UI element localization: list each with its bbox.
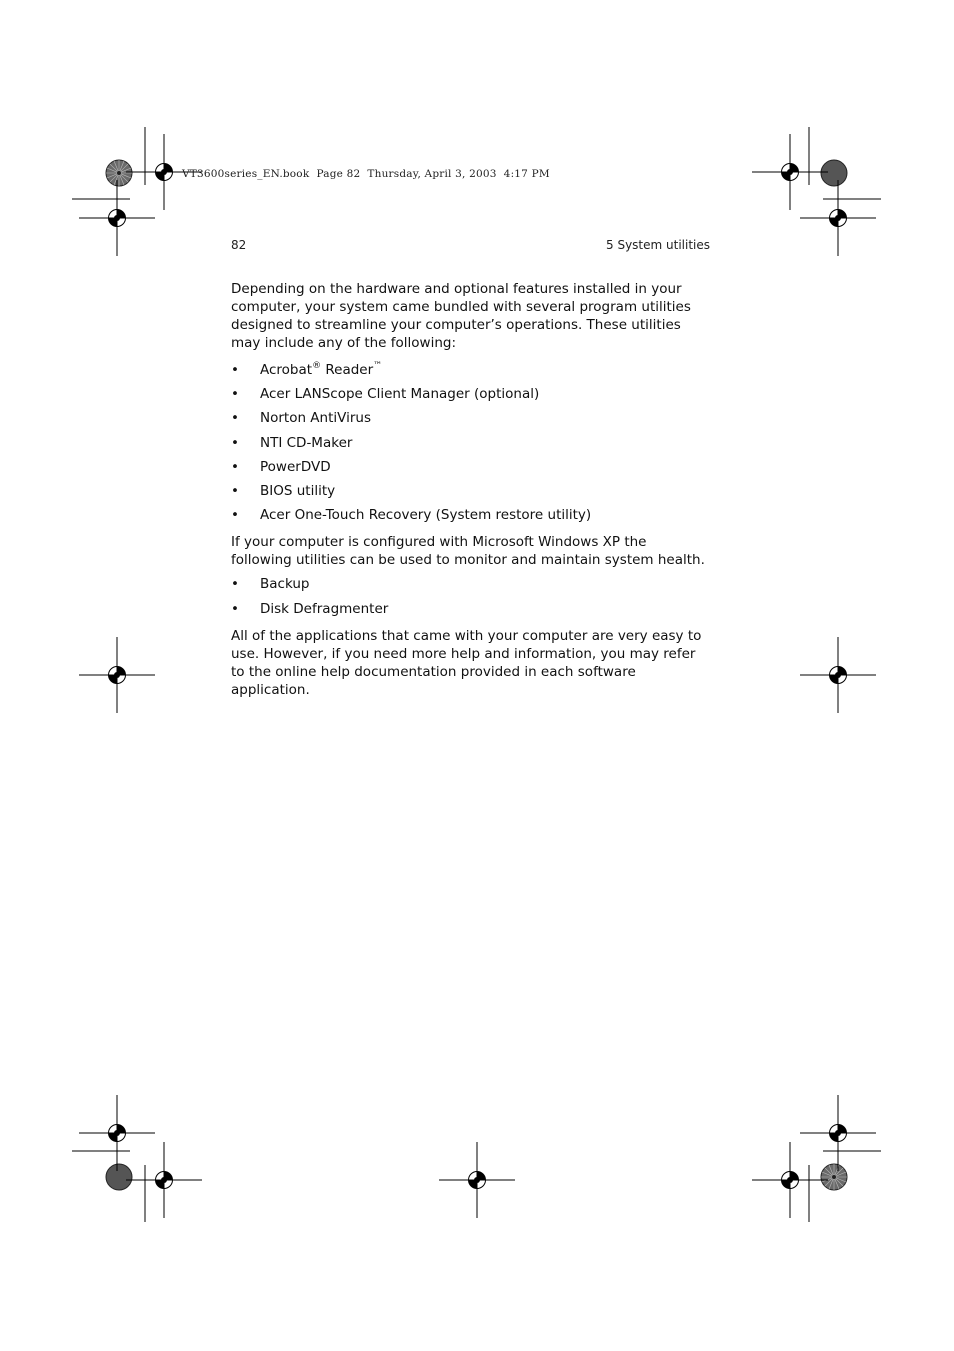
list-item (231, 409, 711, 433)
list-item-text: Backup (260, 576, 310, 593)
list-item-text: Acrobat (260, 362, 313, 378)
print-slug: VT3600series_EN.book Page 82 Thursday, April 3, 2003 4:17 PM (182, 168, 550, 180)
xp-paragraph: If your computer is configured with Microsoft Windows XP the following utilities can be used to monitor and maintain system health. (231, 534, 705, 569)
bullet: • (231, 362, 239, 378)
list-item (231, 458, 711, 482)
list-item-text: Disk Defragmenter (260, 600, 389, 617)
bullet: • (231, 507, 239, 524)
list-item-text: NTI CD-Maker (260, 434, 353, 451)
bullet: • (231, 482, 239, 499)
list-item-text: Norton AntiVirus (260, 410, 371, 427)
bullet: • (231, 600, 239, 617)
list-item (231, 385, 711, 409)
bullet: • (231, 434, 239, 451)
bullet: • (231, 410, 239, 427)
list-item (231, 506, 711, 530)
running-header-section: 5 System utilities (606, 238, 710, 252)
xp-utilities-list (231, 575, 711, 623)
intro-paragraph: Depending on the hardware and optional features installed in your computer, your system came bundled with several program utilities designed to streamline your computer’s operations. These utilities may include any of the following: (231, 281, 691, 351)
list-item-text: Acer LANScope Client Manager (optional) (260, 386, 540, 403)
list-item (231, 482, 711, 506)
list-item-text: BIOS utility (260, 482, 336, 499)
list-item (231, 434, 711, 458)
bullet: • (231, 386, 239, 403)
list-item (231, 575, 711, 599)
registered-mark: ® (312, 360, 322, 371)
list-item-text: Reader (321, 362, 374, 378)
page-number: 82 (231, 238, 247, 252)
page-body (231, 280, 711, 699)
list-item (231, 361, 711, 385)
bullet: • (231, 576, 239, 593)
trademark-mark: ™ (373, 360, 383, 371)
list-item-text: PowerDVD (260, 458, 331, 475)
list-item-text: Acer One-Touch Recovery (System restore utility) (260, 507, 592, 524)
bullet: • (231, 458, 239, 475)
closing-paragraph: All of the applications that came with your computer are very easy to use. However, if you need more help and information, you may refer to the online help documentation provided in each software application. (231, 627, 702, 698)
list-item (231, 600, 711, 624)
utilities-list (231, 361, 711, 530)
